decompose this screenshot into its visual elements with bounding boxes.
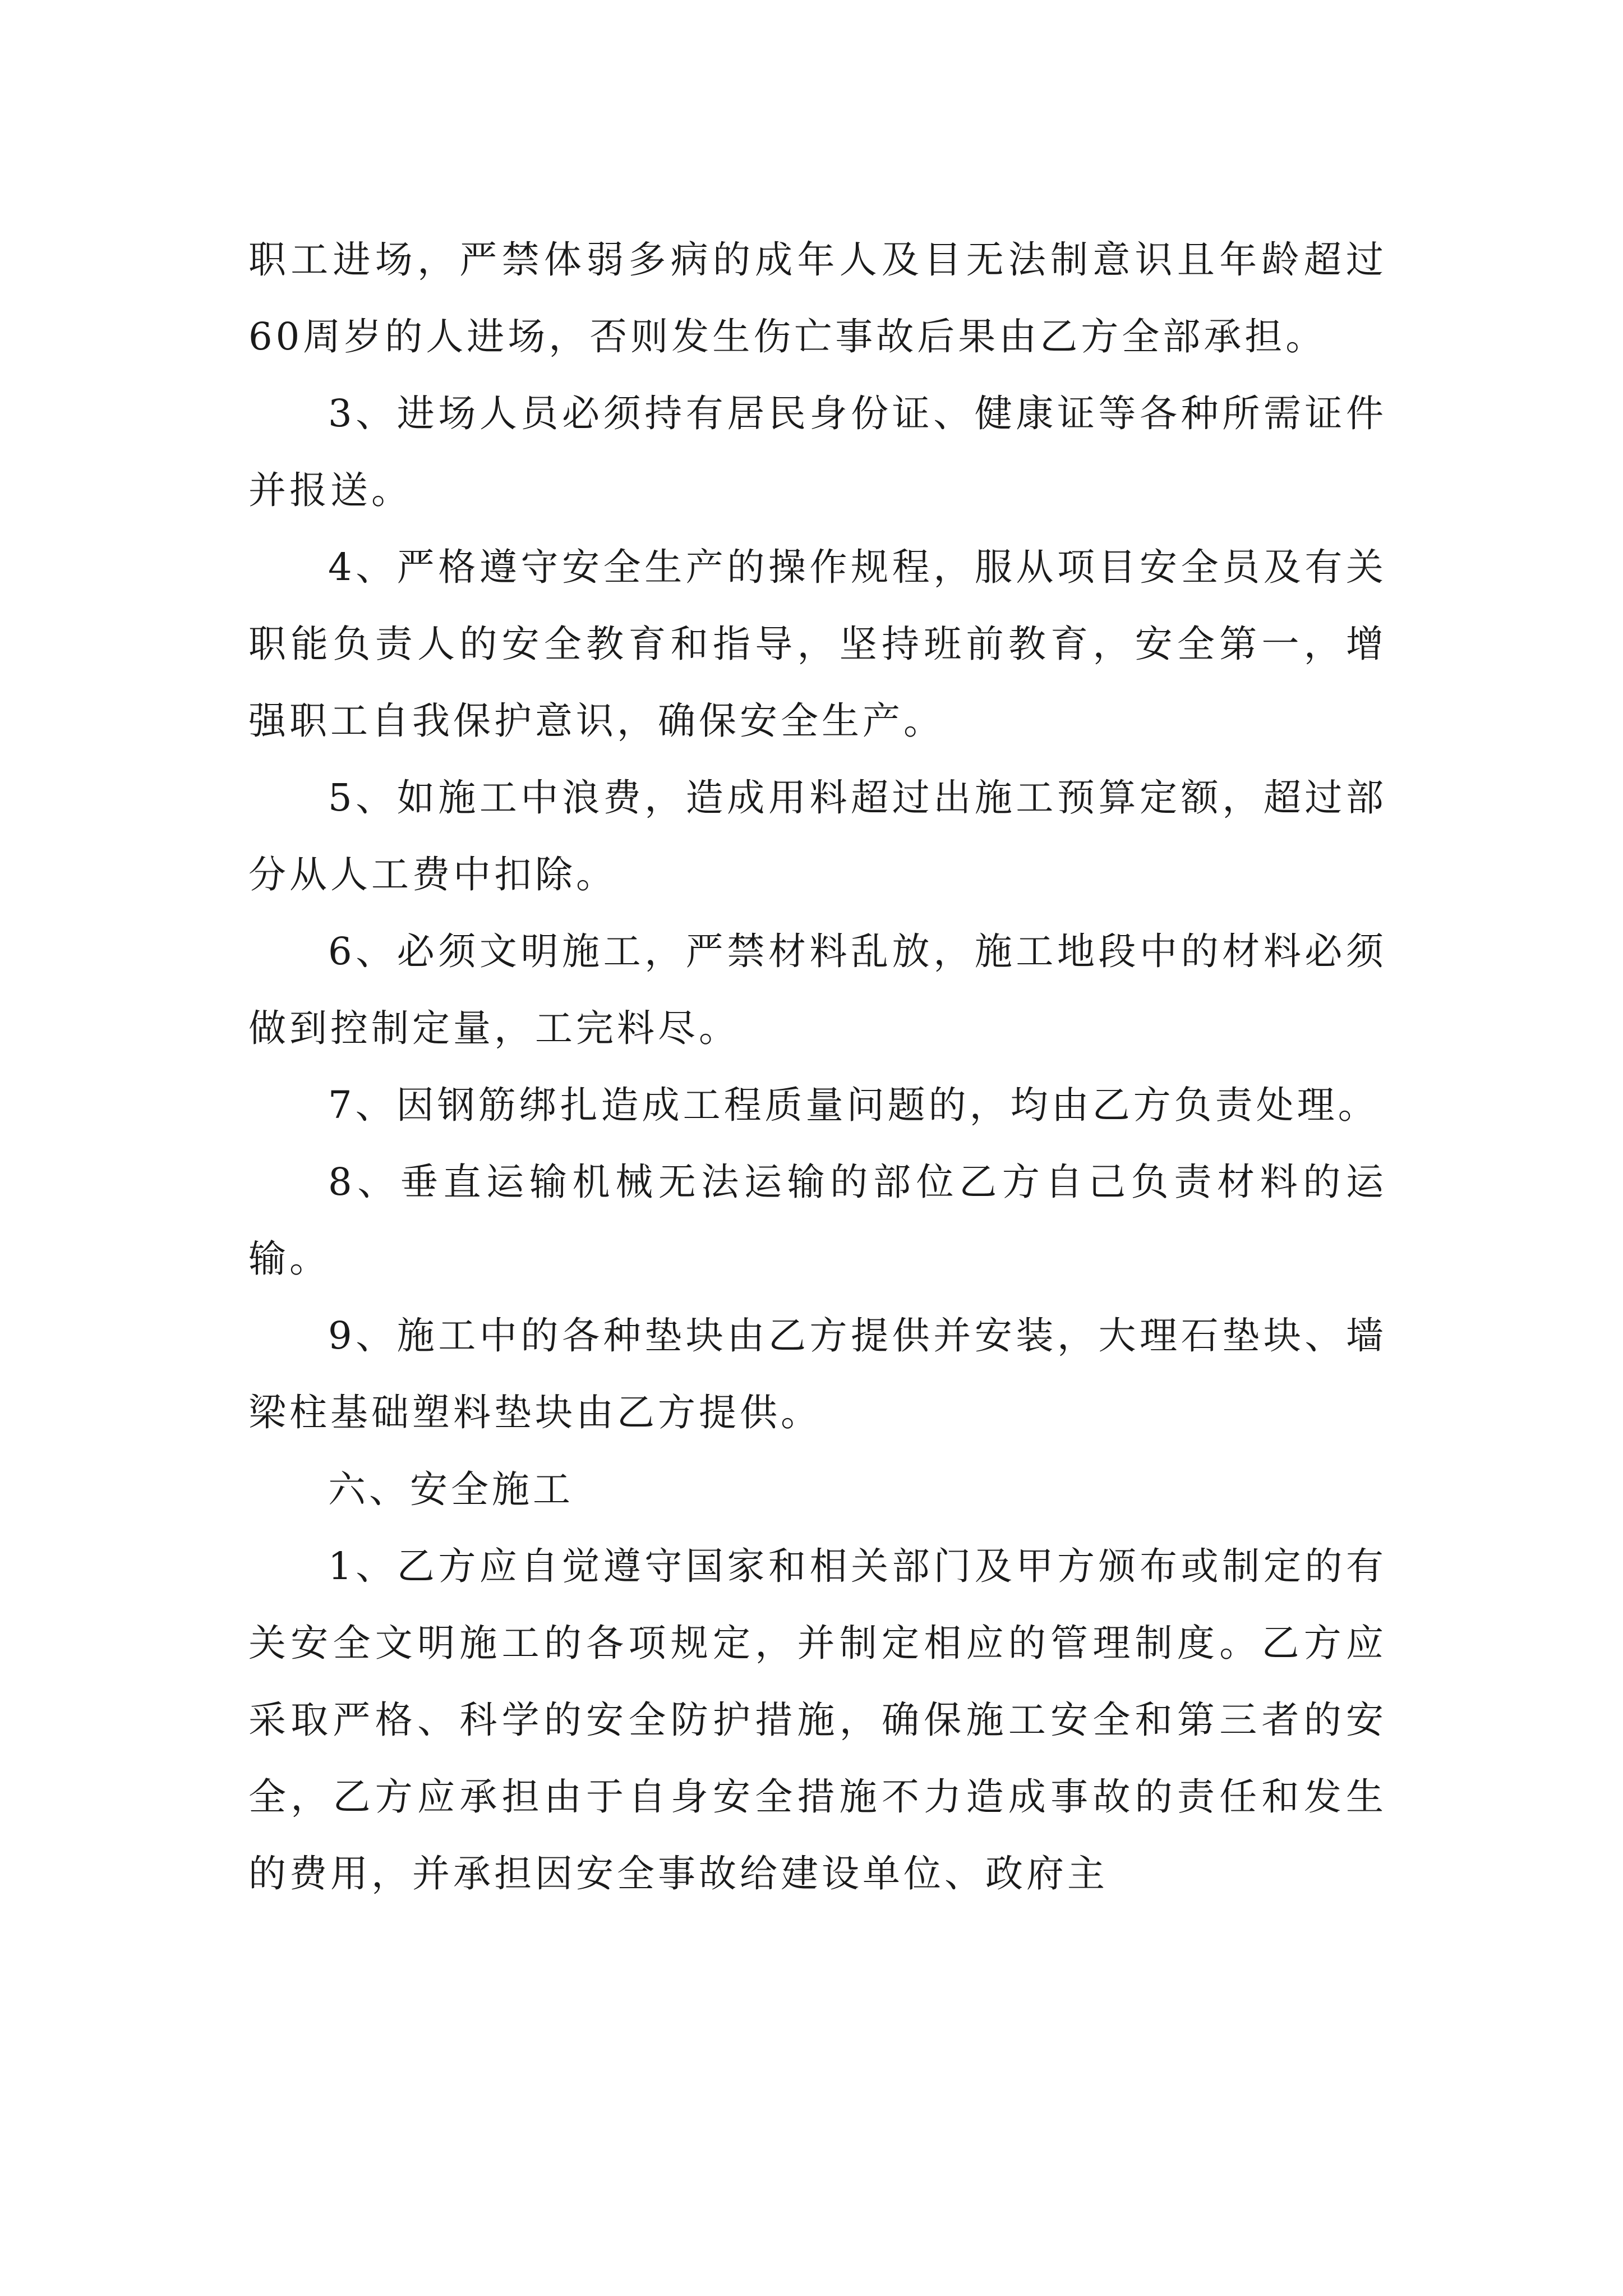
paragraph-item-5: 5、如施工中浪费，造成用料超过出施工预算定额，超过部分从人工费中扣除。 <box>248 776 1387 896</box>
paragraph-continuation: 职工进场，严禁体弱多病的成年人及目无法制意识且年龄超过60周岁的人进场，否则发生伤亡事故后果由乙方全部承担。 <box>248 238 1387 358</box>
paragraph-item-8: 8、垂直运输机械无法运输的部位乙方自己负责材料的运输。 <box>248 1160 1387 1281</box>
paragraph-item-6: 6、必须文明施工，严禁材料乱放，施工地段中的材料必须做到控制定量，工完料尽。 <box>248 930 1387 1050</box>
paragraph-item-4: 4、严格遵守安全生产的操作规程，服从项目安全员及有关职能负责人的安全教育和指导，坚持班前教育，安全第一，增强职工自我保护意识，确保安全生产。 <box>248 545 1387 743</box>
paragraph-item-3: 3、进场人员必须持有居民身份证、健康证等各种所需证件并报送。 <box>248 392 1387 512</box>
paragraph-item-9: 9、施工中的各种垫块由乙方提供并安装，大理石垫块、墙梁柱基础塑料垫块由乙方提供。 <box>248 1314 1387 1434</box>
document-body <box>248 222 1387 1912</box>
paragraph-safety-item-1: 1、乙方应自觉遵守国家和相关部门及甲方颁布或制定的有关安全文明施工的各项规定，并制定相应的管理制度。乙方应采取严格、科学的安全防护措施，确保施工安全和第三者的安全，乙方应承担由于自身安全措施不力造成事故的责任和发生的费用，并承担因安全事故给建设单位、政府主 <box>248 1544 1387 1895</box>
paragraph-item-7: 7、因钢筋绑扎造成工程质量问题的，均由乙方负责处理。 <box>328 1083 1379 1127</box>
section-heading-safety: 六、安全施工 <box>328 1467 574 1511</box>
